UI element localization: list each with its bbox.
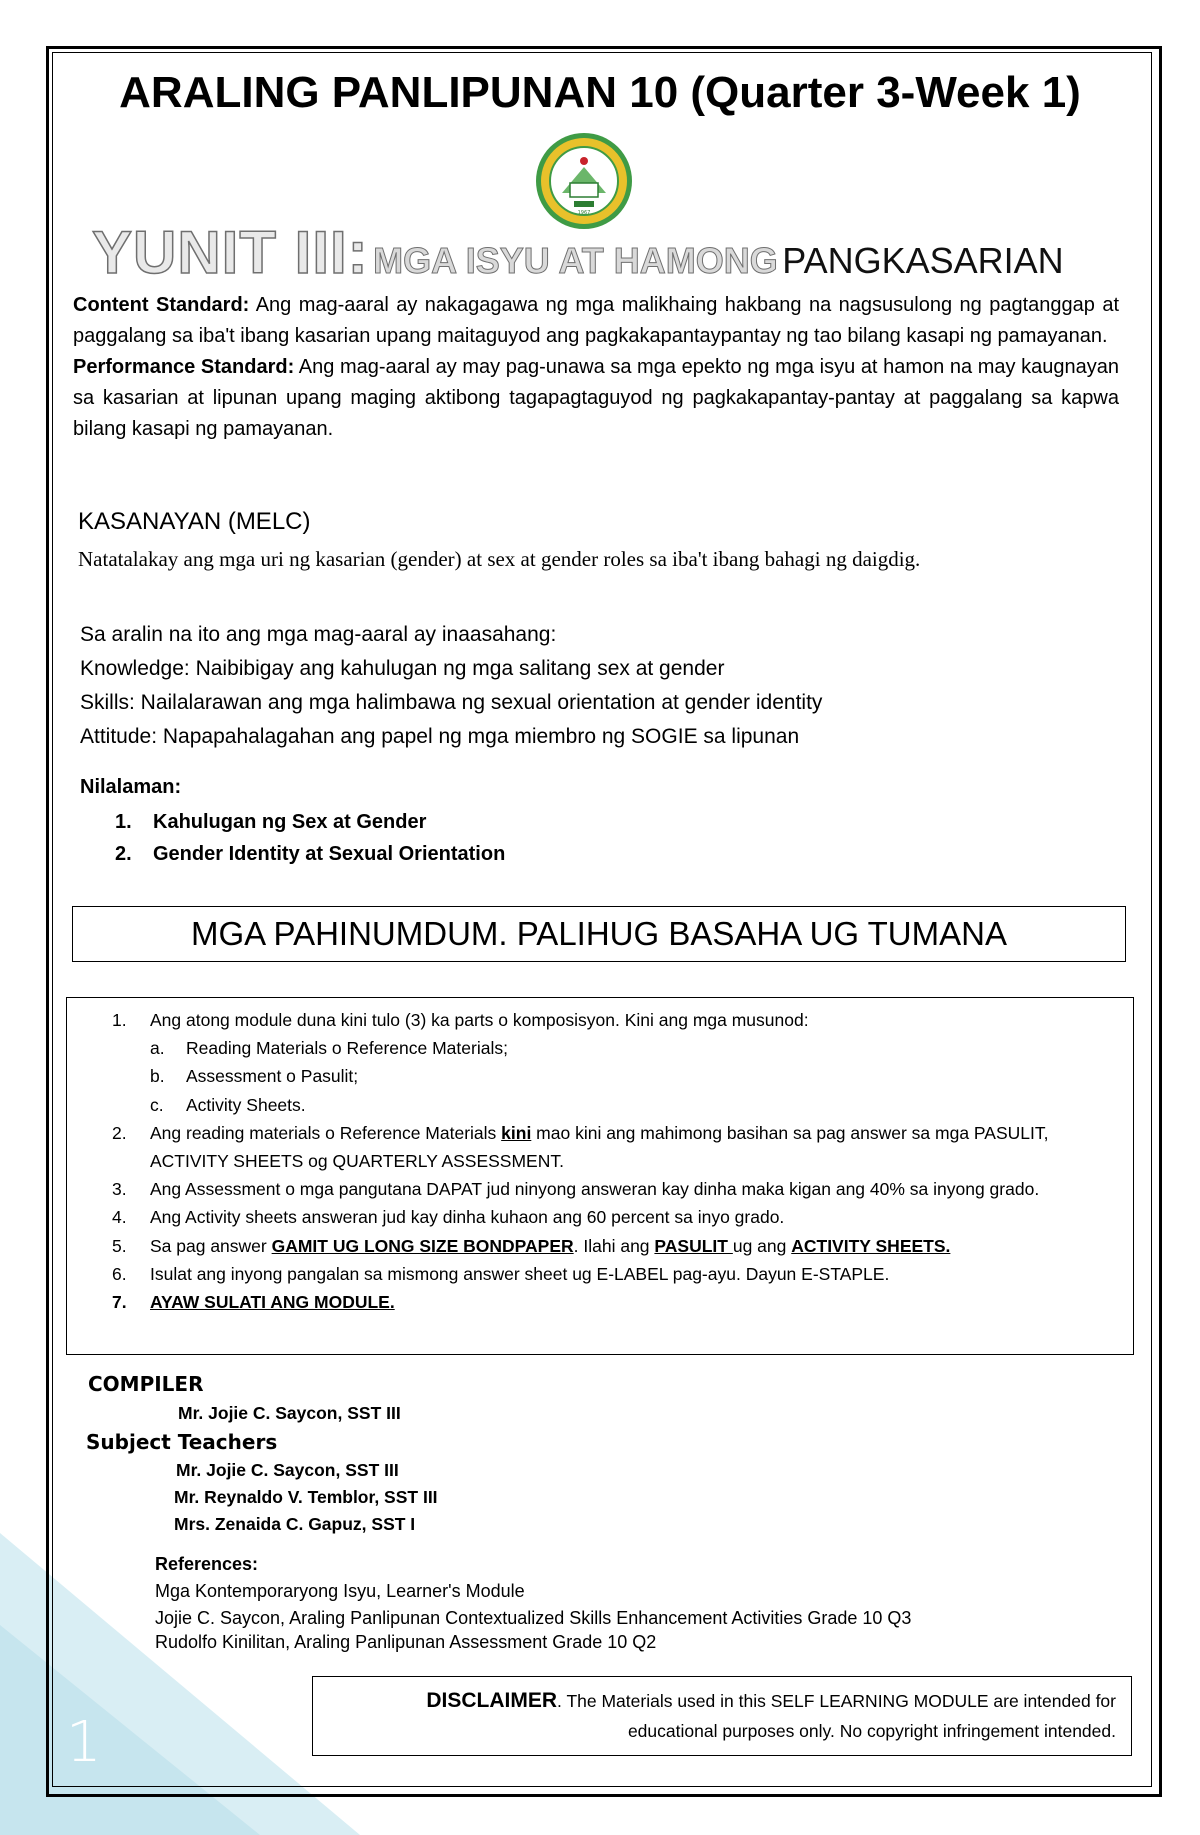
- instruction-item: [112, 1203, 1112, 1231]
- list-text: Gender Identity at Sexual Orientation: [153, 843, 506, 865]
- instruction-emphasis: kini: [501, 1122, 532, 1143]
- list-letter: a.: [150, 1038, 165, 1059]
- instruction-item: [112, 1288, 1112, 1316]
- instruction-text: Assessment o Pasulit;: [186, 1066, 359, 1087]
- unit-subtitle-part1: MGA ISYU AT HAMONG: [373, 240, 778, 281]
- objective-attitude: Attitude: Napapahalagahan ang papel ng mga miembro ng SOGIE sa lipunan: [80, 725, 800, 748]
- list-number: 1.: [115, 811, 132, 833]
- instruction-item: [112, 1119, 1112, 1175]
- instruction-text: Sa pag answer: [150, 1235, 272, 1256]
- performance-standard-label: Performance Standard:: [73, 356, 295, 378]
- teachers-heading: Subject Teachers: [86, 1430, 278, 1454]
- instruction-text: ug ang: [732, 1235, 792, 1256]
- objective-knowledge: Knowledge: Naibibigay ang kahulugan ng mga salitang sex at gender: [80, 657, 725, 680]
- reference-item: Rudolfo Kinilitan, Araling Panlipunan Assessment Grade 10 Q2: [155, 1632, 657, 1652]
- objectives-section: [80, 618, 822, 754]
- instruction-text: . Ilahi ang: [573, 1235, 655, 1256]
- list-number: 4.: [112, 1207, 127, 1228]
- instruction-item: [112, 1006, 1112, 1034]
- instruction-emphasis: ACTIVITY SHEETS.: [791, 1235, 951, 1256]
- instruction-subitem: [112, 1062, 1112, 1090]
- list-letter: c.: [150, 1094, 164, 1115]
- page-title: ARALING PANLIPUNAN 10 (Quarter 3-Week 1): [119, 68, 1081, 117]
- instruction-item: [112, 1175, 1112, 1203]
- disclaimer: [320, 1686, 1116, 1746]
- teacher-name: Mr. Jojie C. Saycon, SST III: [176, 1460, 399, 1480]
- compiler-name: Mr. Jojie C. Saycon, SST III: [178, 1403, 401, 1423]
- references-heading: References:: [155, 1554, 259, 1574]
- reminder-banner: MGA PAHINUMDUM. PALIHUG BASAHA UG TUMANA: [72, 906, 1126, 962]
- disclaimer-line1: [320, 1686, 1116, 1716]
- performance-standard: [73, 352, 1119, 445]
- references-section: [155, 1551, 911, 1656]
- list-text: Kahulugan ng Sex at Gender: [153, 811, 427, 833]
- teacher-name: Mrs. Zenaida C. Gapuz, SST I: [174, 1514, 416, 1534]
- content-standard: [73, 290, 1119, 352]
- list-number: 5.: [112, 1235, 127, 1256]
- unit-number: YUNIT III:: [92, 219, 369, 286]
- teacher-name: Mr. Reynaldo V. Temblor, SST III: [174, 1487, 438, 1507]
- instruction-emphasis: GAMIT UG LONG SIZE BONDPAPER: [271, 1235, 574, 1256]
- list-letter: b.: [150, 1066, 165, 1087]
- list-item: [115, 838, 505, 870]
- reference-item: Jojie C. Saycon, Araling Panlipunan Contextualized Skills Enhancement Activities Grade 10 Q3: [155, 1608, 912, 1628]
- objective-skills: Skills: Nailalarawan ang mga halimbawa ng sexual orientation at gender identity: [80, 691, 823, 714]
- instruction-text: Ang reading materials o Reference Materials: [150, 1122, 502, 1143]
- instruction-subitem: [112, 1091, 1112, 1119]
- page-number: 1: [66, 1710, 102, 1775]
- standards-section: [73, 290, 1119, 445]
- instructions-list: [112, 1006, 1112, 1316]
- seal-year: 1967: [577, 210, 591, 216]
- instruction-text: Ang Activity sheets answeran jud kay dinha kuhaon ang 60 percent sa inyo grado.: [150, 1207, 785, 1228]
- instruction-item: [112, 1260, 1112, 1288]
- instruction-text: mao kini ang mahimong basihan sa pag answer sa mga PASULIT, ACTIVITY SHEETS og QUARTERLY ASSESSMENT.: [150, 1122, 1049, 1172]
- list-number: 6.: [112, 1263, 127, 1284]
- unit-subtitle-part2: PANGKASARIAN: [782, 240, 1064, 281]
- list-number: 2.: [115, 843, 132, 865]
- unit-heading: [92, 218, 1064, 287]
- disclaimer-line2: educational purposes only. No copyright infringement intended.: [627, 1721, 1116, 1741]
- instruction-text: Isulat ang inyong pangalan sa mismong answer sheet ug E-LABEL pag-ayu. Dayun E-STAPLE.: [150, 1263, 890, 1284]
- melc-text: Natatalakay ang mga uri ng kasarian (gender) at sex at gender roles sa iba't ibang bahagi ng daigdig.: [78, 547, 921, 571]
- instruction-emphasis: PASULIT: [654, 1235, 733, 1256]
- content-heading: Nilalaman:: [80, 776, 182, 798]
- instruction-text: Activity Sheets.: [186, 1094, 306, 1115]
- objectives-intro: Sa aralin na ito ang mga mag-aaral ay inaasahang:: [80, 623, 557, 646]
- instruction-text: Reading Materials o Reference Materials;: [186, 1038, 508, 1059]
- reference-item: Mga Kontemporaryong Isyu, Learner's Module: [155, 1581, 525, 1601]
- list-number: 2.: [112, 1122, 127, 1143]
- disclaimer-label: DISCLAIMER: [426, 1689, 558, 1712]
- instruction-item: [112, 1232, 1112, 1260]
- instruction-emphasis: AYAW SULATI ANG MODULE.: [150, 1292, 395, 1313]
- instruction-text: Ang Assessment o mga pangutana DAPAT jud ninyong answeran kay dinha maka kigan ang 40% sa inyong grado.: [150, 1179, 1040, 1200]
- list-number: 7.: [112, 1292, 127, 1313]
- content-standard-text: Ang mag-aaral ay nakagagawa ng mga malikhaing hakbang na nagsusulong ng pagtanggap at paggalang sa iba't ibang kasarian upang maitaguyod ang pagkakapantaypantay ng tao bilang kasapi ng pamayanan.: [73, 294, 1120, 347]
- school-seal-icon: [534, 131, 634, 231]
- instruction-text: Ang atong module duna kini tulo (3) ka parts o komposisyon. Kini ang mga musunod:: [150, 1010, 809, 1030]
- melc-heading: KASANAYAN (MELC): [78, 508, 311, 535]
- content-standard-label: Content Standard:: [73, 294, 250, 316]
- list-number: 1.: [112, 1010, 127, 1030]
- list-item: [115, 806, 505, 838]
- list-number: 3.: [112, 1179, 127, 1200]
- compiler-heading: COMPILER: [88, 1372, 204, 1396]
- instruction-subitem: [112, 1034, 1112, 1062]
- performance-standard-text: Ang mag-aaral ay may pag-unawa sa mga epekto ng mga isyu at hamon na may kaugnayan sa kasarian at lipunan upang maging aktibong tagapagtaguyod ng pagkakapantay-pantay at paggalang sa kapwa bilang kasapi ng pamayanan.: [73, 356, 1119, 440]
- content-list: [115, 806, 505, 870]
- disclaimer-text: . The Materials used in this SELF LEARNING MODULE are intended for: [557, 1691, 1116, 1711]
